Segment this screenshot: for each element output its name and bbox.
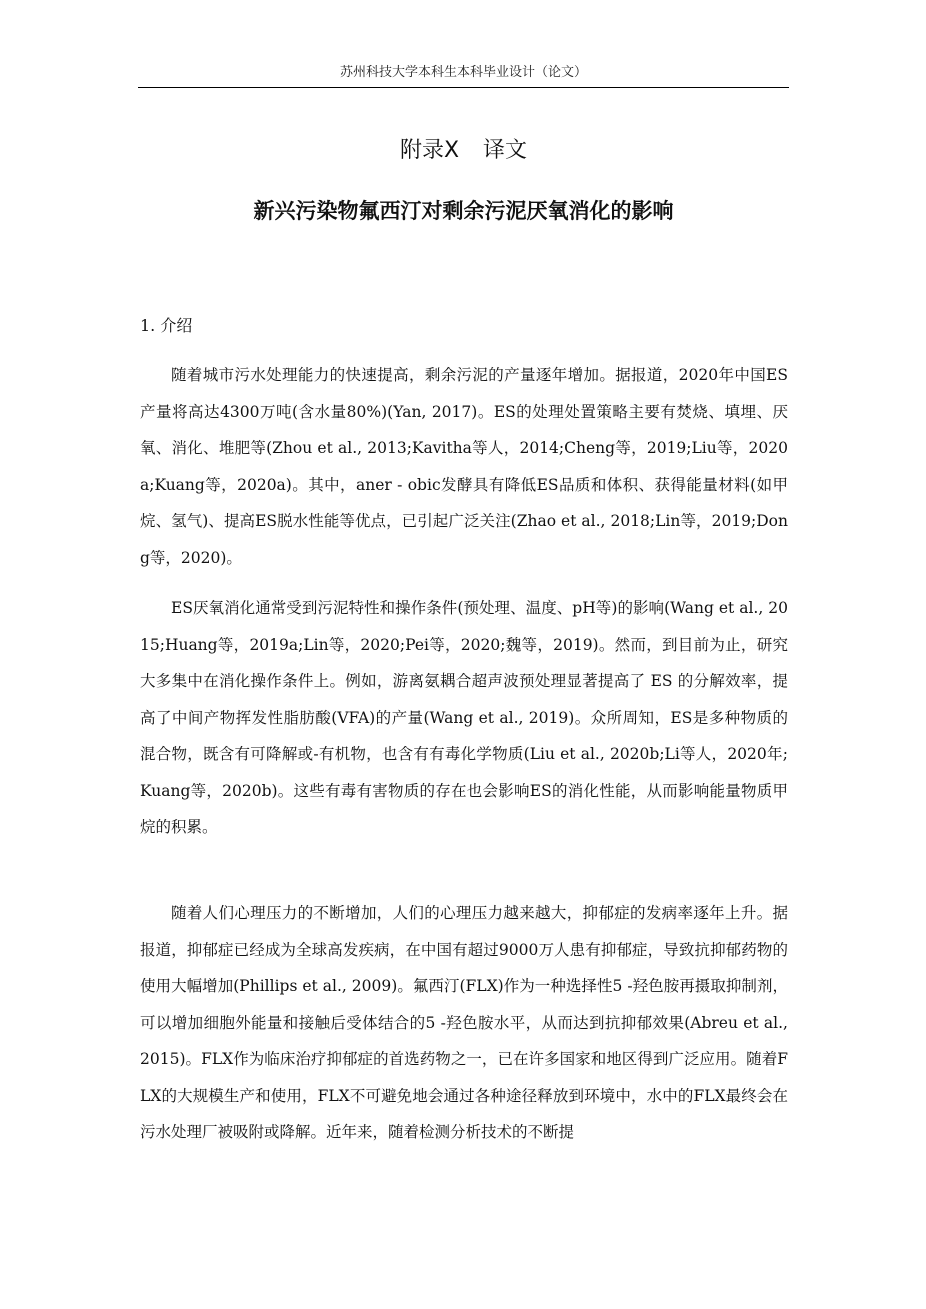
body-paragraph: ES厌氧消化通常受到污泥特性和操作条件(预处理、温度、pH等)的影响(Wang et al., 2015;Huang等，2019a;Lin等，2020;Pei等，2020;魏等，2019)。然而，到目前为止，研究大多集中在消化操作条件上。例如，游离氨耦合超声波预处理显著提高了 ES 的分解效率，提高了中间产物挥发性脂肪酸(VFA)的产量(Wang et al., 2019)。众所周知，ES是多种物质的混合物，既含有可降解或-有机物，也含有有毒化学物质(Liu et al., 2020b;Li等人，2020年;Kuang等，2020b)。这些有毒有害物质的存在也会影响ES的消化性能，从而影响能量物质甲烷的积累。 xyxy=(140,599,788,836)
page-header: 苏州科技大学本科生本科毕业设计（论文） xyxy=(339,65,587,80)
appendix-title xyxy=(138,134,789,168)
appendix-subtitle: 译文 xyxy=(483,138,528,163)
document-title: 新兴污染物氟西汀对剩余污泥厌氧消化的影响 xyxy=(253,199,674,223)
section-heading: 1. 介绍 xyxy=(140,316,193,335)
body-paragraph: 随着人们心理压力的不断增加，人们的心理压力越来越大，抑郁症的发病率逐年上升。据报道，抑郁症已经成为全球高发疾病，在中国有超过9000万人患有抑郁症，导致抗抑郁药物的使用大幅增加(Phillips et al., 2009)。氟西汀(FLX)作为一种选择性5 -羟色胺再摄取抑制剂，可以增加细胞外能量和接触后受体结合的5 -羟色胺水平，从而达到抗抑郁效果(Abreu et al., 2015)。FLX作为临床治疗抑郁症的首选药物之一，已在许多国家和地区得到广泛应用。随着FLX的大规模生产和使用，FLX不可避免地会通过各种途径释放到环境中，水中的FLX最终会在污水处理厂被吸附或降解。近年来，随着检测分析技术的不断提 xyxy=(140,904,788,1141)
body-paragraph: 随着城市污水处理能力的快速提高，剩余污泥的产量逐年增加。据报道，2020年中国ES产量将高达4300万吨(含水量80%)(Yan, 2017)。ES的处理处置策略主要有焚烧、填埋、厌氧、消化、堆肥等(Zhou et al., 2013;Kavitha等人，2014;Cheng等，2019;Liu等，2020a;Kuang等，2020a)。其中，aner - obic发酵具有降低ES品质和体积、获得能量材料(如甲烷、氢气)、提高ES脱水性能等优点，已引起广泛关注(Zhao et al., 2018;Lin等，2019;Dong等，2020)。 xyxy=(140,366,788,567)
header-divider xyxy=(138,87,789,88)
appendix-label: 附录X xyxy=(399,138,460,163)
